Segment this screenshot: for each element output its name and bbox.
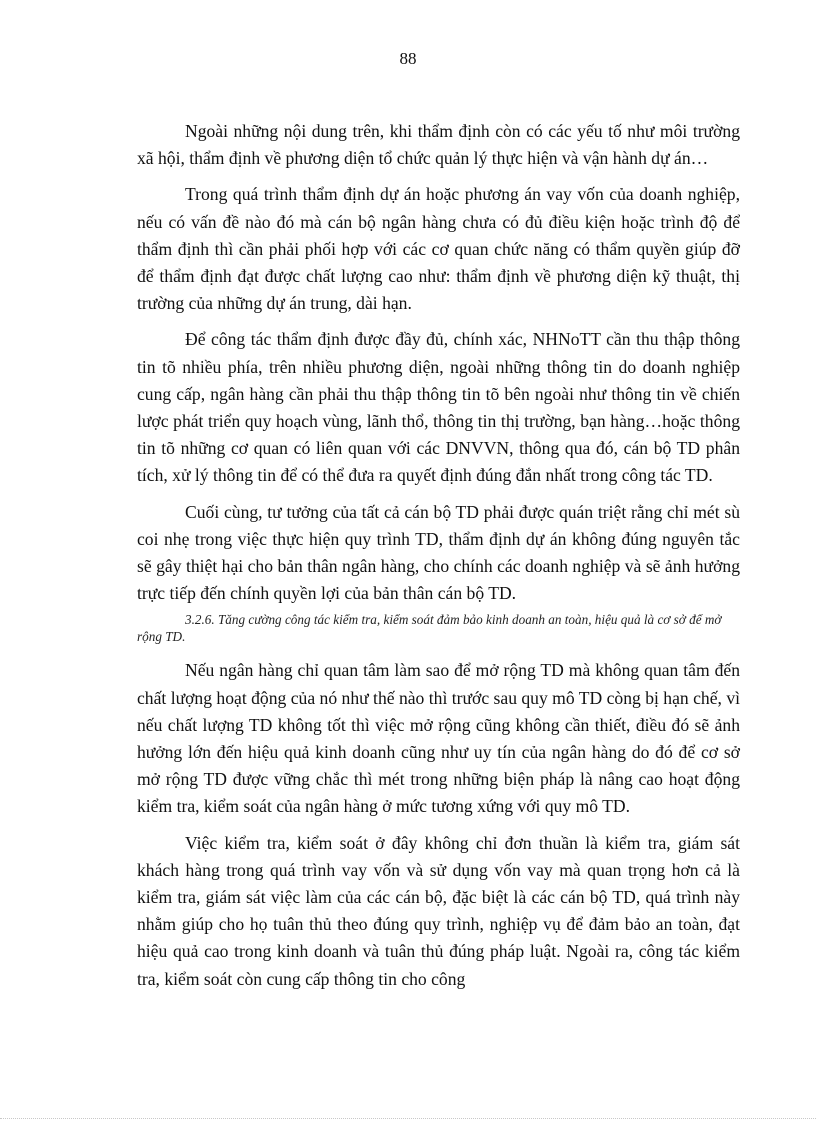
section-heading: 3.2.6. Tăng cường công tác kiểm tra, kiểm soát đảm bảo kinh doanh an toàn, hiệu quả là cơ sở để mở rộng TD. [137,612,722,645]
paragraph-staff-mindset: Cuối cùng, tư tưởng của tất cả cán bộ TD phải được quán triệt rằng chỉ mét sù coi nhẹ trong việc thực hiện quy trình TD, thẩm định dự án không đúng nguyên tắc sẽ gây thiệt hại cho bản thân ngân hàng, cho chính các doanh nghiệp và sẽ ảnh hưởng trực tiếp đến chính quyền lợi của bản thân cán bộ TD. [137,501,740,604]
page-number: 88 [399,49,417,68]
paragraph-other-factors: Ngoài những nội dung trên, khi thẩm định còn có các yếu tố như môi trường xã hội, thẩm định về phương diện tổ chức quản lý thực hiện và vận hành dự án… [137,121,740,169]
page-bottom-rule [0,1118,816,1119]
paragraph-appraisal-coordination: Trong quá trình thẩm định dự án hoặc phương án vay vốn của doanh nghiệp, nếu có vấn đề nào đó mà cán bộ ngân hàng chưa có đủ điều kiện hoặc trình độ để thẩm định thì cần phải phối hợp với các cơ quan chức năng có thẩm quyền giúp đỡ để thẩm định đạt được chất lượng cao như: thẩm định về phương diện kỹ thuật, thị trường của những dự án trung, dài hạn. [137,184,740,314]
paragraph-information-gathering: Để công tác thẩm định được đầy đủ, chính xác, NHNoTT cần thu thập thông tin tõ nhiều phía, trên nhiều phương diện, ngoài những thông tin do doanh nghiệp cung cấp, ngân hàng cần phải thu thập thông tin tõ bên ngoài như thông tin về chiến lược phát triển quy hoạch vùng, lãnh thổ, thông tin thị trường, bạn hàng…hoặc thông tin tõ những cơ quan có liên quan với các DNVVN, thông qua đó, cán bộ TD phân tích, xử lý thông tin để có thể đưa ra quyết định đúng đắn nhất trong công tác TD. [137,329,740,486]
document-body [137,118,740,993]
paragraph-credit-quality: Nếu ngân hàng chỉ quan tâm làm sao để mở rộng TD mà không quan tâm đến chất lượng hoạt động của nó như thế nào thì trước sau quy mô TD còng bị hạn chế, vì nếu chất lượng TD không tốt thì việc mở rộng cũng không cần thiết, điều đó sẽ ảnh hưởng lớn đến hiệu quả kinh doanh cũng như uy tín của ngân hàng do đó để cơ sở mở rộng TD được vững chắc thì mét trong những biện pháp là nâng cao hoạt động kiểm tra, kiểm soát của ngân hàng ở mức tương xứng với quy mô TD. [137,660,740,817]
paragraph-inspection-control: Việc kiểm tra, kiểm soát ở đây không chỉ đơn thuần là kiểm tra, giám sát khách hàng trong quá trình vay vốn và sử dụng vốn vay mà quan trọng hơn cả là kiểm tra, giám sát việc làm của các cán bộ, đặc biệt là các cán bộ TD, quá trình này nhằm giúp cho họ tuân thủ theo đúng quy trình, nghiệp vụ để đảm bảo an toàn, đạt hiệu quả cao trong kinh doanh và tuân thủ đúng pháp luật. Ngoài ra, công tác kiểm tra, kiểm soát còn cung cấp thông tin cho công [137,832,740,989]
